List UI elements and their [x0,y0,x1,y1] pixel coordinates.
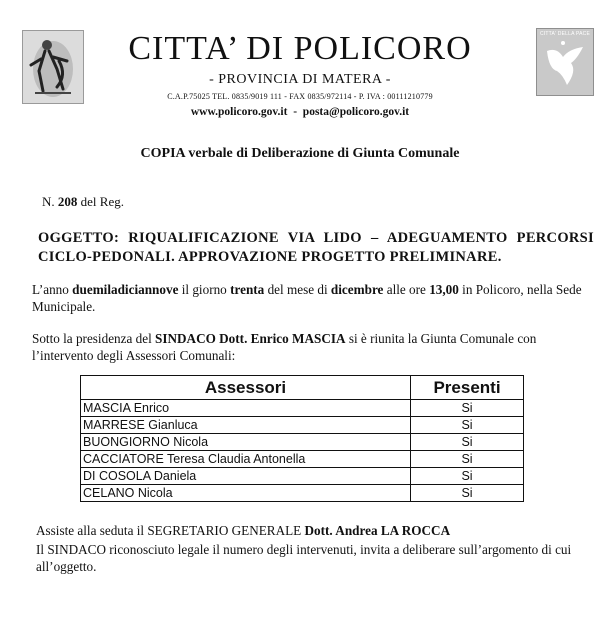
page-title: CITTA’ DI POLICORO [128,30,472,67]
register-number-line [42,194,124,210]
text-segment: in Policoro, nella Sede Municipale. [32,282,582,314]
province-line: - PROVINCIA DI MATERA - [209,72,391,87]
web-contacts [0,106,600,118]
text-segment: del mese di [264,282,331,297]
presence-value: Si [411,451,524,468]
presidency-paragraph [32,330,594,364]
closing-paragraph: Il SINDACO riconosciuto legale il numero degli intervenuti, invita a deliberare sull’argomento di cui all’oggetto. [36,542,572,574]
column-header-presenti: Presenti [411,376,524,400]
separator: - [293,106,298,118]
column-header-assessori: Assessori [81,376,411,400]
subject-heading: OGGETTO: RIQUALIFICAZIONE VIA LIDO – ADEGUAMENTO PERCORSI CICLO-PEDONALI. APPROVAZIONE PROGETTO PRELIMINARE. [38,230,594,265]
reg-number: 208 [57,194,78,209]
text-segment: il giorno [178,282,231,297]
meeting-date-paragraph [32,281,594,315]
logo-text: CITTA' DELLA PACE [539,31,591,37]
assessore-name: CACCIATORE Teresa Claudia Antonella [81,451,411,468]
presence-value: Si [411,434,524,451]
table-row [81,417,524,434]
assessore-name: BUONGIORNO Nicola [81,434,411,451]
contact-address-line: C.A.P.75025 TEL. 0835/9019 111 - FAX 0835/972114 - P. IVA : 00111210779 [167,92,433,101]
website-link[interactable]: www.policoro.gov.it [190,106,288,118]
text-segment: si è riunita la Giunta Comunale con l’intervento degli Assessori Comunali: [32,331,537,363]
mayor-name: SINDACO Dott. Enrico MASCIA [155,331,346,346]
text-segment: L’anno [32,282,73,297]
presence-value: Si [411,468,524,485]
time-text: 13,00 [429,282,459,297]
month-text: dicembre [330,282,384,297]
secretary-paragraph [36,522,596,539]
day-text: trenta [230,282,265,297]
presence-value: Si [411,485,524,502]
assessore-name: DI COSOLA Daniela [81,468,411,485]
table-header-row [81,376,524,400]
presence-value: Si [411,400,524,417]
table-row [81,434,524,451]
email-link[interactable]: posta@policoro.gov.it [302,106,410,118]
table-row [81,400,524,417]
table-row [81,485,524,502]
reg-suffix: del Reg. [77,194,124,209]
assessore-name: MARRESE Gianluca [81,417,411,434]
text-segment: Sotto la presidenza del [32,331,156,346]
assessore-name: CELANO Nicola [81,485,411,502]
reg-prefix: N. [42,194,58,209]
table-row [81,468,524,485]
year-text: duemiladiciannove [72,282,179,297]
secretary-name: Dott. Andrea LA ROCCA [304,523,451,538]
presence-value: Si [411,417,524,434]
document-heading: COPIA verbale di Deliberazione di Giunta Comunale [140,146,460,161]
text-segment: alle ore [383,282,430,297]
assessore-name: MASCIA Enrico [81,400,411,417]
table-row [81,451,524,468]
assessori-table [80,375,524,502]
text-segment: Assiste alla seduta il SEGRETARIO GENERALE [36,523,305,538]
